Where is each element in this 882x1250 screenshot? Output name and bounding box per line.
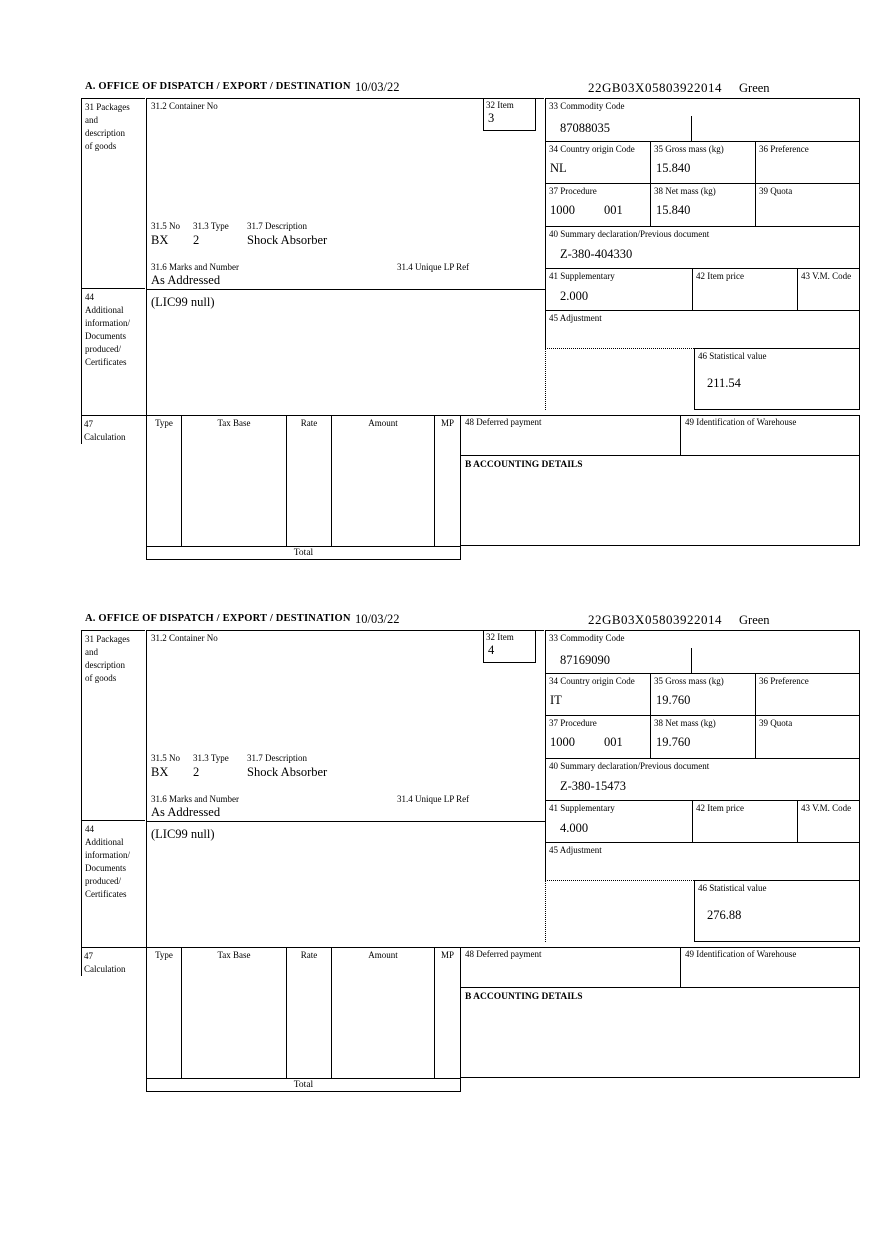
calculation-label-line: 47	[84, 951, 93, 961]
summary-declaration-label: 40 Summary declaration/Previous document	[549, 229, 710, 239]
item-price-label: 42 Item price	[696, 803, 744, 813]
commodity-code-divider	[691, 648, 692, 674]
country-origin-cell	[545, 142, 650, 184]
packages-no-value: BX	[151, 765, 169, 779]
procedure-label: 37 Procedure	[549, 186, 597, 196]
movement-reference-number: 22GB03X05803922014	[588, 612, 722, 627]
unique-lp-ref-label: 31.4 Unique LP Ref	[397, 794, 470, 804]
procedure-value: 1000	[550, 203, 575, 217]
item-number-value: 3	[488, 111, 495, 125]
box-31-label-line: and	[85, 647, 98, 657]
commodity-code-label: 33 Commodity Code	[549, 633, 625, 643]
packages-no-value: BX	[151, 233, 169, 247]
packages-type-value: 2	[193, 233, 200, 247]
supplementary-units-label: 41 Supplementary	[549, 803, 615, 813]
movement-reference-number: 22GB03X05803922014	[588, 80, 722, 95]
country-origin-label: 34 Country origin Code	[549, 676, 635, 686]
gross-mass-label: 35 Gross mass (kg)	[654, 676, 724, 686]
routing-status: Green	[739, 613, 770, 627]
box-44-label-line: Certificates	[85, 357, 127, 367]
marks-and-number-value: As Addressed	[151, 273, 221, 287]
box-44-label-line: information/	[85, 850, 130, 860]
net-mass-cell	[650, 716, 755, 759]
routing-status: Green	[739, 81, 770, 95]
calc-column-tax-base: Tax Base	[181, 415, 286, 546]
calc-column-mp: MP	[434, 947, 460, 1078]
box-44-additional-info-cell	[81, 820, 145, 947]
preference-cell	[755, 674, 860, 716]
calc-column-type: Type	[146, 947, 181, 1078]
box-44-label-line: 44	[85, 292, 94, 302]
declaration-date: 10/03/22	[355, 80, 400, 94]
calc-column-rate: Rate	[286, 947, 331, 1078]
statistical-value-box	[694, 348, 860, 410]
box-31-label-line: description	[85, 660, 125, 670]
declaration-date: 10/03/22	[355, 612, 400, 626]
statistical-value: 276.88	[707, 908, 742, 922]
vm-code-cell	[797, 801, 860, 843]
item-number-label: 32 Item	[486, 632, 514, 642]
quota-label: 39 Quota	[759, 186, 793, 196]
gross-mass-value: 19.760	[656, 693, 691, 707]
box-31-label-line: of goods	[85, 141, 117, 151]
net-mass-value: 15.840	[656, 203, 691, 217]
goods-description-value: Shock Absorber	[247, 233, 328, 247]
warehouse-id-label: 49 Identification of Warehouse	[685, 417, 797, 427]
deferred-payment-cell	[461, 415, 680, 456]
calc-total-row: Total	[146, 1078, 460, 1092]
marks-area-divider	[147, 821, 545, 822]
box-44-label-line: Documents	[85, 863, 126, 873]
supplementary-units-label: 41 Supplementary	[549, 271, 615, 281]
procedure-label: 37 Procedure	[549, 718, 597, 728]
calc-column-mp: MP	[434, 415, 460, 546]
box-31-label	[82, 99, 145, 153]
deferred-payment-label: 48 Deferred payment	[465, 417, 542, 427]
item-price-cell	[692, 801, 797, 843]
summary-declaration-box	[545, 227, 860, 269]
box-44-label-line: produced/	[85, 876, 121, 886]
statistical-dotted-border	[545, 880, 546, 942]
box-44-label	[82, 289, 145, 369]
packages-type-value: 2	[193, 765, 200, 779]
additional-information-value: (LIC99 null)	[151, 295, 215, 309]
item-number-box	[483, 631, 536, 663]
vm-code-cell	[797, 269, 860, 311]
declaration-item-section	[0, 78, 882, 610]
box-44-label-line: 44	[85, 824, 94, 834]
vm-code-label: 43 V.M. Code	[801, 271, 852, 281]
goods-description-area	[146, 98, 544, 415]
commodity-code-box	[545, 630, 860, 674]
deferred-payment-label: 48 Deferred payment	[465, 949, 542, 959]
box-31-label-line: description	[85, 128, 125, 138]
calc-total-row: Total	[146, 546, 460, 560]
country-origin-cell	[545, 674, 650, 716]
commodity-code-divider	[691, 116, 692, 142]
calc-column-tax-base: Tax Base	[181, 947, 286, 1078]
accounting-details-label: B ACCOUNTING DETAILS	[465, 992, 583, 1002]
accounting-details-box	[461, 456, 860, 546]
preference-label: 36 Preference	[759, 144, 809, 154]
net-mass-value: 19.760	[656, 735, 691, 749]
left-border-stub	[81, 415, 82, 444]
adjustment-label: 45 Adjustment	[549, 845, 602, 855]
box-44-label-line: Documents	[85, 331, 126, 341]
procedure-cell	[545, 184, 650, 227]
box-31-label-line: 31 Packages	[85, 634, 130, 644]
preference-cell	[755, 142, 860, 184]
packages-no-label: 31.5 No	[151, 753, 180, 763]
goods-description-value: Shock Absorber	[247, 765, 328, 779]
declaration-item-section	[0, 610, 882, 1142]
summary-declaration-label: 40 Summary declaration/Previous document	[549, 761, 710, 771]
deferred-payment-cell	[461, 947, 680, 988]
box-31-label-line: and	[85, 115, 98, 125]
packages-type-label: 31.3 Type	[193, 753, 229, 763]
accounting-details-label: B ACCOUNTING DETAILS	[465, 460, 583, 470]
item-price-cell	[692, 269, 797, 311]
supplementary-units-cell	[545, 801, 692, 843]
calc-column-type: Type	[146, 415, 181, 546]
summary-declaration-value: Z-380-404330	[560, 247, 633, 261]
additional-information-value: (LIC99 null)	[151, 827, 215, 841]
preference-label: 36 Preference	[759, 676, 809, 686]
statistical-value-label: 46 Statistical value	[698, 351, 767, 361]
accounting-details-box	[461, 988, 860, 1078]
quota-cell	[755, 184, 860, 227]
country-origin-label: 34 Country origin Code	[549, 144, 635, 154]
warehouse-id-cell	[680, 415, 860, 456]
box-31-label-line: 31 Packages	[85, 102, 130, 112]
box-44-additional-info-cell	[81, 288, 145, 415]
box-31-label	[82, 631, 145, 685]
calc-column-amount: Amount	[331, 415, 434, 546]
gross-mass-label: 35 Gross mass (kg)	[654, 144, 724, 154]
commodity-code-value: 87169090	[560, 653, 610, 667]
box-44-label-line: information/	[85, 318, 130, 328]
adjustment-dotted-divider	[545, 880, 694, 881]
calc-column-rate: Rate	[286, 415, 331, 546]
adjustment-box	[545, 311, 860, 348]
statistical-dotted-border	[545, 348, 546, 410]
box-31-label-line: of goods	[85, 673, 117, 683]
country-origin-value: NL	[550, 161, 567, 175]
marks-and-number-label: 31.6 Marks and Number	[151, 794, 239, 804]
warehouse-id-cell	[680, 947, 860, 988]
net-mass-label: 38 Net mass (kg)	[654, 186, 716, 196]
left-border-stub	[81, 947, 82, 976]
commodity-code-label: 33 Commodity Code	[549, 101, 625, 111]
container-no-label: 31.2 Container No	[151, 101, 218, 111]
box-31-packages-cell	[81, 630, 145, 820]
procedure-cell	[545, 716, 650, 759]
calculation-label	[84, 950, 126, 976]
supplementary-units-value: 2.000	[560, 289, 589, 303]
procedure-value: 1000	[550, 735, 575, 749]
procedure-value-2: 001	[604, 203, 623, 217]
statistical-value-label: 46 Statistical value	[698, 883, 767, 893]
unique-lp-ref-label: 31.4 Unique LP Ref	[397, 262, 470, 272]
calc-column-amount: Amount	[331, 947, 434, 1078]
gross-mass-value: 15.840	[656, 161, 691, 175]
gross-mass-cell	[650, 674, 755, 716]
item-number-label: 32 Item	[486, 100, 514, 110]
container-no-label: 31.2 Container No	[151, 633, 218, 643]
summary-declaration-value: Z-380-15473	[560, 779, 626, 793]
summary-declaration-box	[545, 759, 860, 801]
marks-and-number-label: 31.6 Marks and Number	[151, 262, 239, 272]
office-of-dispatch-header: A. OFFICE OF DISPATCH / EXPORT / DESTINATION	[85, 613, 351, 624]
supplementary-units-cell	[545, 269, 692, 311]
adjustment-dotted-divider	[545, 348, 694, 349]
goods-description-area	[146, 630, 544, 947]
quota-label: 39 Quota	[759, 718, 793, 728]
box-44-label-line: Certificates	[85, 889, 127, 899]
box-44-label-line: Additional	[85, 837, 124, 847]
vm-code-label: 43 V.M. Code	[801, 803, 852, 813]
box-44-label	[82, 821, 145, 901]
packages-no-label: 31.5 No	[151, 221, 180, 231]
calculation-label-line: Calculation	[84, 964, 126, 974]
goods-description-label: 31.7 Description	[247, 221, 307, 231]
marks-and-number-value: As Addressed	[151, 805, 221, 819]
box-44-label-line: Additional	[85, 305, 124, 315]
statistical-value-box	[694, 880, 860, 942]
item-price-label: 42 Item price	[696, 271, 744, 281]
supplementary-units-value: 4.000	[560, 821, 589, 835]
calculation-label	[84, 418, 126, 444]
commodity-code-value: 87088035	[560, 121, 610, 135]
marks-area-divider	[147, 289, 545, 290]
gross-mass-cell	[650, 142, 755, 184]
adjustment-label: 45 Adjustment	[549, 313, 602, 323]
goods-description-label: 31.7 Description	[247, 753, 307, 763]
packages-type-label: 31.3 Type	[193, 221, 229, 231]
statistical-value: 211.54	[707, 376, 741, 390]
quota-cell	[755, 716, 860, 759]
net-mass-cell	[650, 184, 755, 227]
adjustment-box	[545, 843, 860, 880]
box-31-packages-cell	[81, 98, 145, 288]
commodity-code-box	[545, 98, 860, 142]
net-mass-label: 38 Net mass (kg)	[654, 718, 716, 728]
procedure-value-2: 001	[604, 735, 623, 749]
calculation-label-line: Calculation	[84, 432, 126, 442]
item-number-value: 4	[488, 643, 495, 657]
office-of-dispatch-header: A. OFFICE OF DISPATCH / EXPORT / DESTINATION	[85, 81, 351, 92]
calculation-label-line: 47	[84, 419, 93, 429]
country-origin-value: IT	[550, 693, 562, 707]
item-number-box	[483, 99, 536, 131]
warehouse-id-label: 49 Identification of Warehouse	[685, 949, 797, 959]
box-44-label-line: produced/	[85, 344, 121, 354]
